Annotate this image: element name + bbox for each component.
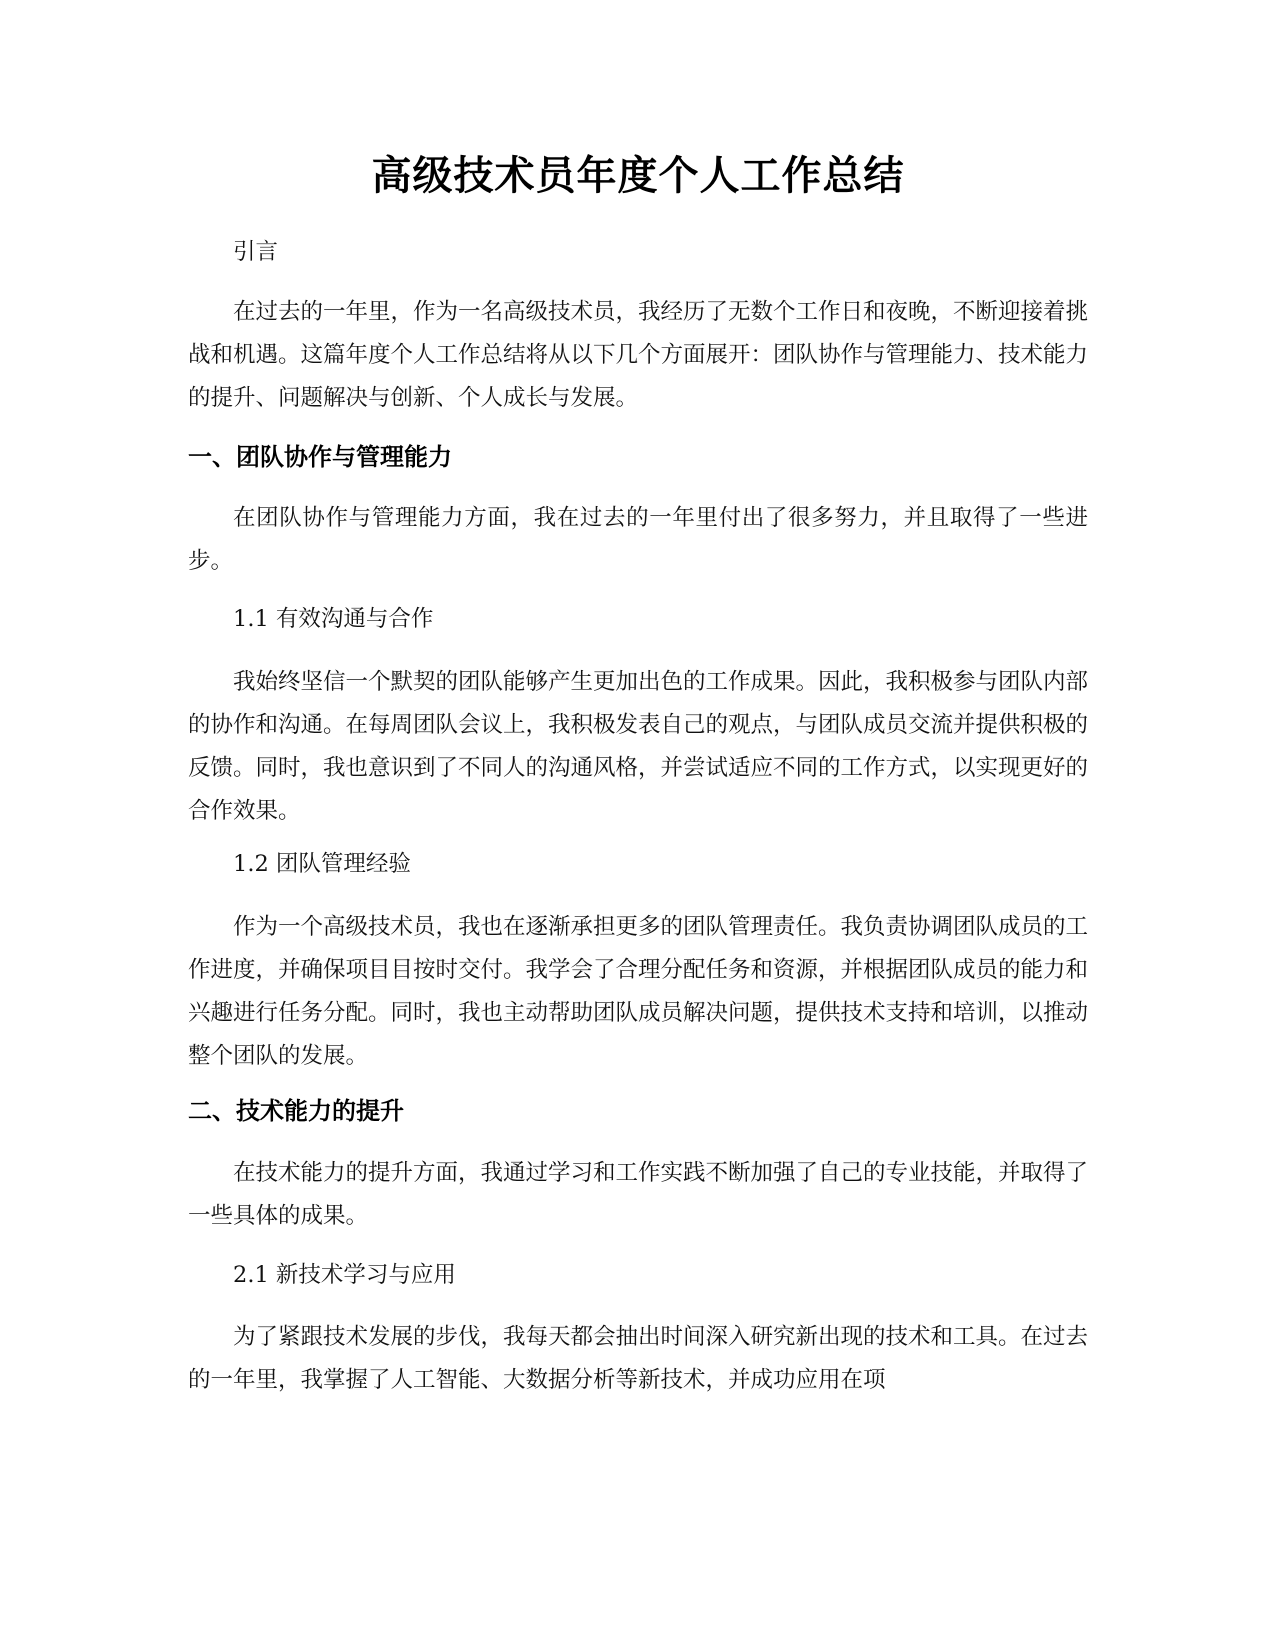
section-2-paragraph: 在技术能力的提升方面，我通过学习和工作实践不断加强了自己的专业技能，并取得了一些具体的成果。 xyxy=(188,1160,1089,1229)
document-title: 高级技术员年度个人工作总结 xyxy=(371,153,905,199)
subsection-1-2-paragraph: 作为一个高级技术员，我也在逐渐承担更多的团队管理责任。我负责协调团队成员的工作进度，并确保项目目按时交付。我学会了合理分配任务和资源，并根据团队成员的能力和兴趣进行任务分配。同时，我也主动帮助团队成员解决问题，提供技术支持和培训，以推动整个团队的发展。 xyxy=(188,914,1089,1069)
subsection-2-1-heading: 2.1 新技术学习与应用 xyxy=(233,1262,456,1288)
subsection-1-1-paragraph: 我始终坚信一个默契的团队能够产生更加出色的工作成果。因此，我积极参与团队内部的协作和沟通。在每周团队会议上，我积极发表自己的观点，与团队成员交流并提供积极的反馈。同时，我也意识到了不同人的沟通风格，并尝试适应不同的工作方式，以实现更好的合作效果。 xyxy=(188,669,1089,824)
section-1-paragraph: 在团队协作与管理能力方面，我在过去的一年里付出了很多努力，并且取得了一些进步。 xyxy=(188,505,1088,574)
subsection-2-1-paragraph: 为了紧跟技术发展的步伐，我每天都会抽出时间深入研究新出现的技术和工具。在过去的一年里，我掌握了人工智能、大数据分析等新技术，并成功应用在项 xyxy=(188,1324,1089,1393)
subsection-1-1-heading: 1.1 有效沟通与合作 xyxy=(233,606,434,632)
intro-paragraph: 在过去的一年里，作为一名高级技术员，我经历了无数个工作日和夜晚，不断迎接着挑战和机遇。这篇年度个人工作总结将从以下几个方面展开：团队协作与管理能力、技术能力的提升、问题解决与创新、个人成长与发展。 xyxy=(188,299,1089,411)
subsection-1-2-heading: 1.2 团队管理经验 xyxy=(233,851,411,877)
section-1-heading: 一、团队协作与管理能力 xyxy=(188,443,452,471)
intro-heading: 引言 xyxy=(233,239,279,265)
section-2-heading: 二、技术能力的提升 xyxy=(188,1097,404,1125)
